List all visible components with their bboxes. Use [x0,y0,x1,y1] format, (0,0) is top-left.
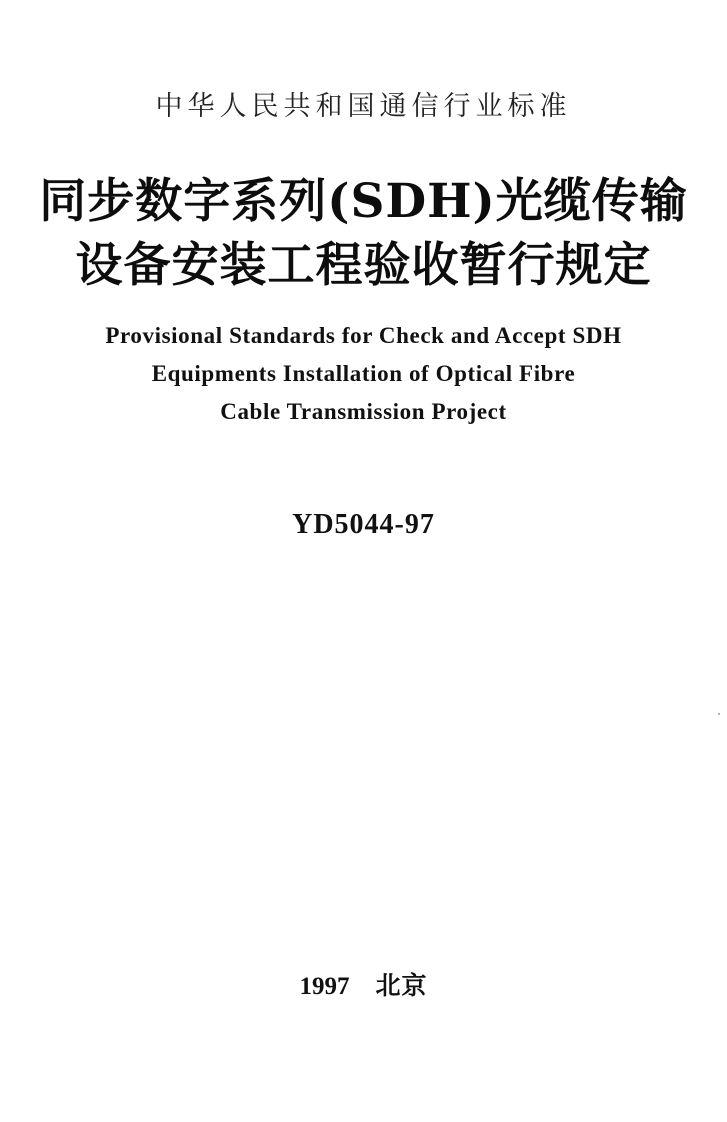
english-title-line-2: Equipments Installation of Optical Fibre [151,361,576,386]
chinese-title-line-2: 设备安装工程验收暂行规定 [75,238,652,293]
standard-code: YD5044-97 [292,509,435,540]
publication-year: 1997 [299,973,350,1000]
chinese-title-line-1: 同步数字系列(SDH)光缆传输 [39,174,688,229]
publication-imprint [0,966,727,1002]
english-title-line-1: Provisional Standards for Check and Accept SDH [105,323,622,348]
publication-city: 北京 [375,971,428,1000]
english-title-line-3: Cable Transmission Project [220,399,507,424]
scan-speck [718,713,720,715]
issuer-line: 中华人民共和国通信行业标准 [155,91,572,122]
